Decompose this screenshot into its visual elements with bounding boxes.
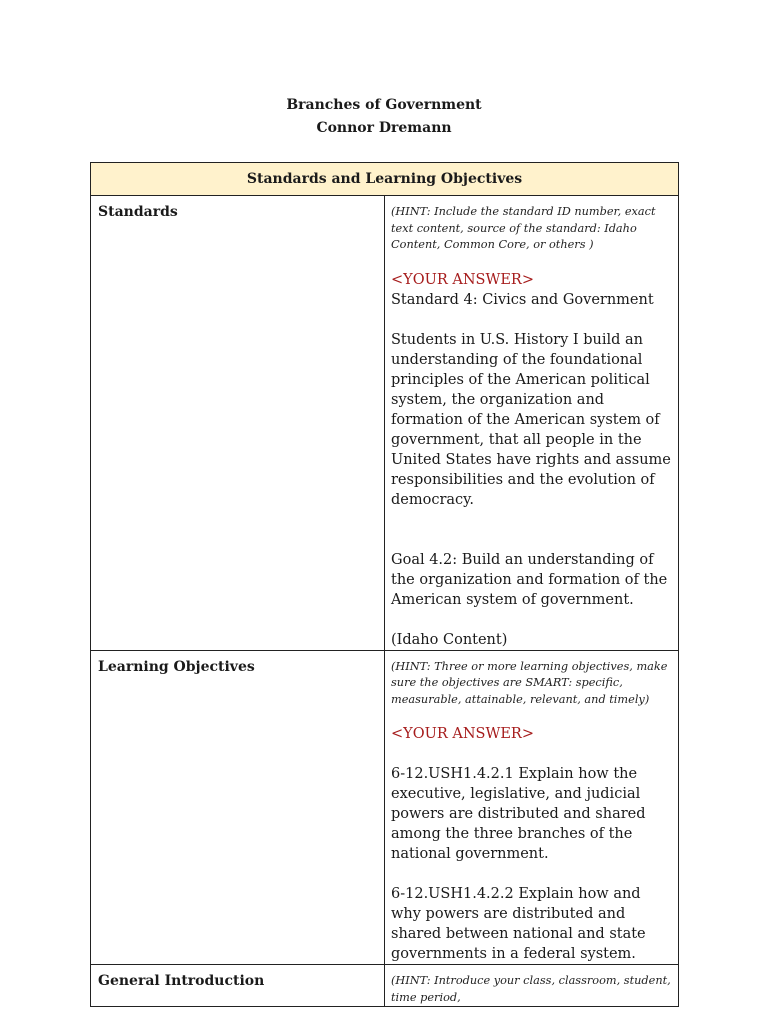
standard-source: (Idaho Content) [391, 631, 508, 648]
table-header: Standards and Learning Objectives [91, 163, 679, 196]
standards-objectives-table [90, 162, 679, 1007]
standards-row [91, 196, 679, 651]
standards-answer-tag: <YOUR ANSWER> [391, 271, 535, 288]
general-introduction-content [385, 965, 679, 1007]
hint-smart: specific, measurable, attainable, relevant, and timely [391, 676, 645, 706]
document-title: Branches of Government [286, 97, 482, 113]
standard-title: Standard 4: Civics and Government [391, 291, 654, 308]
learning-objectives-row [91, 650, 679, 965]
hint-suffix: ) [644, 692, 650, 706]
standard-text: Students in U.S. History I build an understanding of the foundational principles of the American political system, the organization and formation of the American system of government, that all people in the United States have rights and assume responsibilities and the evolution of democracy. [391, 331, 671, 508]
general-introduction-label: General Introduction [91, 965, 385, 1007]
objective-2: 6-12.USH1.4.2.2 Explain how and why powers are distributed and shared between national and state governments in a federal system. [391, 886, 646, 962]
standard-goal: Goal 4.2: Build an understanding of the organization and formation of the American system of government. [391, 551, 668, 608]
learning-objectives-content [385, 650, 679, 965]
document-author: Connor Dremann [316, 120, 452, 136]
standards-hint: (HINT: Include the standard ID number, exact text content, source of the standard: Idaho Content, Common Core, or others ) [391, 205, 656, 251]
standards-content [385, 196, 679, 651]
general-introduction-row [91, 965, 679, 1007]
general-introduction-hint: (HINT: Introduce your class, classroom, student, time period, [391, 974, 671, 1004]
hint-prefix: (HINT: Three or more learning objectives, make sure the objectives are SMART: [391, 659, 668, 689]
learning-objectives-hint [391, 659, 672, 709]
learning-objectives-answer-tag: <YOUR ANSWER> [391, 726, 535, 742]
document-header [0, 94, 768, 140]
learning-objectives-label: Learning Objectives [91, 650, 385, 965]
objective-1: 6-12.USH1.4.2.1 Explain how the executive, legislative, and judicial powers are distributed and shared among the three branches of the national government. [391, 766, 646, 862]
table-header-row [91, 163, 679, 196]
standards-label: Standards [91, 196, 385, 651]
